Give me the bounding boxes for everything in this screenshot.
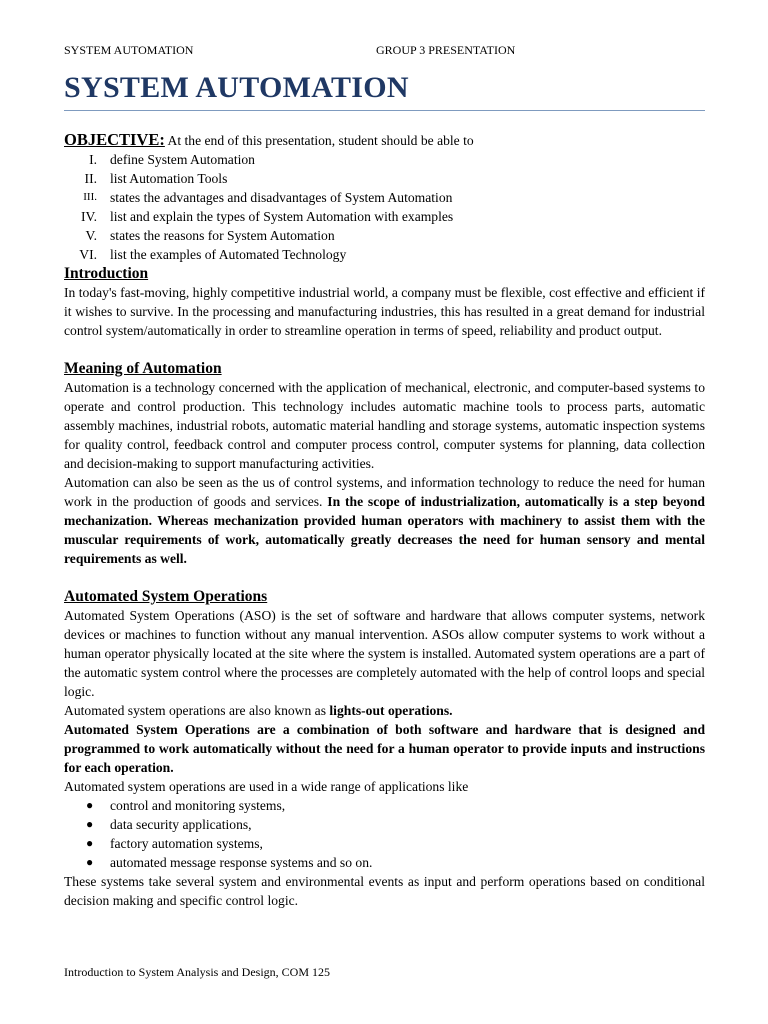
meaning-paragraph-2-bold: In the scope of industrialization, automatically is a step beyond mechanization. Whereas mechanization provided human operators with machinery to assist them with the muscular requirements of work, automatically greatly decreases the need for human sensory and mental requirements as well.	[64, 494, 705, 566]
list-item	[64, 245, 705, 264]
aso-paragraph-5: These systems take several system and environmental events as input and perform operations based on conditional decision making and specific control logic.	[64, 874, 705, 908]
bullet-icon: ●	[86, 855, 94, 869]
list-item-text: states the advantages and disadvantages of System Automation	[110, 190, 453, 205]
list-item	[64, 226, 705, 245]
introduction-heading: Introduction	[64, 265, 149, 282]
header-right-text: GROUP 3 PRESENTATION	[376, 43, 516, 57]
list-item	[64, 169, 705, 188]
aso-paragraph-2	[64, 701, 705, 720]
meaning-paragraph-2-text: Automation can also be seen as the us of control systems, and information technology to reduce the need for human work in the production of goods and services.	[64, 475, 705, 509]
bullet-icon: ●	[86, 798, 94, 812]
aso-paragraph-4: Automated system operations are used in a wide range of applications like	[64, 779, 469, 794]
list-item-text: list and explain the types of System Automation with examples	[110, 209, 454, 224]
aso-heading: Automated System Operations	[64, 588, 268, 605]
list-item	[64, 150, 705, 169]
bullet-icon: ●	[86, 817, 94, 831]
list-item-text: factory automation systems,	[110, 836, 263, 851]
aso-paragraph-3-bold: Automated System Operations are a combination of both software and hardware that is designed and programmed to work automatically without the need for a human operator to provide inputs and instructions for each operation.	[64, 722, 705, 775]
list-number: V.	[85, 228, 97, 243]
page-footer: Introduction to System Analysis and Design, COM 125	[64, 965, 330, 979]
objective-list	[64, 150, 705, 264]
document-title: SYSTEM AUTOMATION	[64, 71, 409, 104]
list-item	[64, 815, 705, 834]
introduction-paragraph: In today's fast-moving, highly competitive industrial world, a company must be flexible, cost effective and efficient if it wishes to survive. In the processing and manufacturing industries, this has resulted in a great demand for industrial control system/automatically in order to streamline operation in terms of speed, reliability and product output.	[64, 285, 705, 338]
list-item-text: data security applications,	[110, 817, 252, 832]
aso-paragraph-1: Automated System Operations (ASO) is the set of software and hardware that allows computer systems, network devices or machines to function without any manual intervention. ASOs allow computer systems to work without a human operator physically located at the site where the system is installed. Automated system operations are a part of the automatic system control where the processes are completely automated with the help of control loops and special logic.	[64, 608, 705, 699]
list-item-text: control and monitoring systems,	[110, 798, 286, 813]
header-left-text: SYSTEM AUTOMATION	[64, 43, 194, 57]
meaning-paragraph-1: Automation is a technology concerned with the application of mechanical, electronic, and computer-based systems to operate and control production. This technology includes automatic machine tools to process parts, automatic assembly machines, industrial robots, automatic material handling and storage systems, automatic inspection systems for quality control, feedback control and computer process control, computer systems for planning, data collection and decision-making to support manufacturing activities.	[64, 380, 705, 471]
bullet-icon: ●	[86, 836, 94, 850]
list-item-text: automated message response systems and so on.	[110, 855, 373, 870]
page-header	[64, 42, 705, 58]
aso-paragraph-2-bold: lights-out operations.	[329, 703, 453, 718]
meaning-heading: Meaning of Automation	[64, 360, 222, 377]
title-underline-divider	[64, 110, 705, 111]
list-number: II.	[84, 171, 97, 186]
aso-paragraph-2-text: Automated system operations are also known as	[64, 703, 330, 718]
list-item	[64, 853, 705, 872]
aso-applications-list	[64, 796, 705, 872]
list-number: I.	[89, 152, 97, 167]
objective-line	[64, 130, 705, 150]
list-item-text: list the examples of Automated Technology	[110, 247, 347, 262]
list-item-text: states the reasons for System Automation	[110, 228, 335, 243]
objective-intro: At the end of this presentation, student should be able to	[164, 133, 474, 148]
document-body	[64, 130, 705, 910]
objective-label: OBJECTIVE:	[64, 130, 165, 149]
list-item	[64, 207, 705, 226]
list-number: VI.	[79, 247, 97, 262]
list-item	[64, 188, 705, 207]
list-item	[64, 796, 705, 815]
list-number: III.	[83, 191, 97, 203]
list-item-text: define System Automation	[110, 152, 255, 167]
list-number: IV.	[81, 209, 97, 224]
aso-paragraph-3	[64, 720, 705, 777]
meaning-paragraph-2	[64, 473, 705, 568]
list-item	[64, 834, 705, 853]
list-item-text: list Automation Tools	[110, 171, 228, 186]
